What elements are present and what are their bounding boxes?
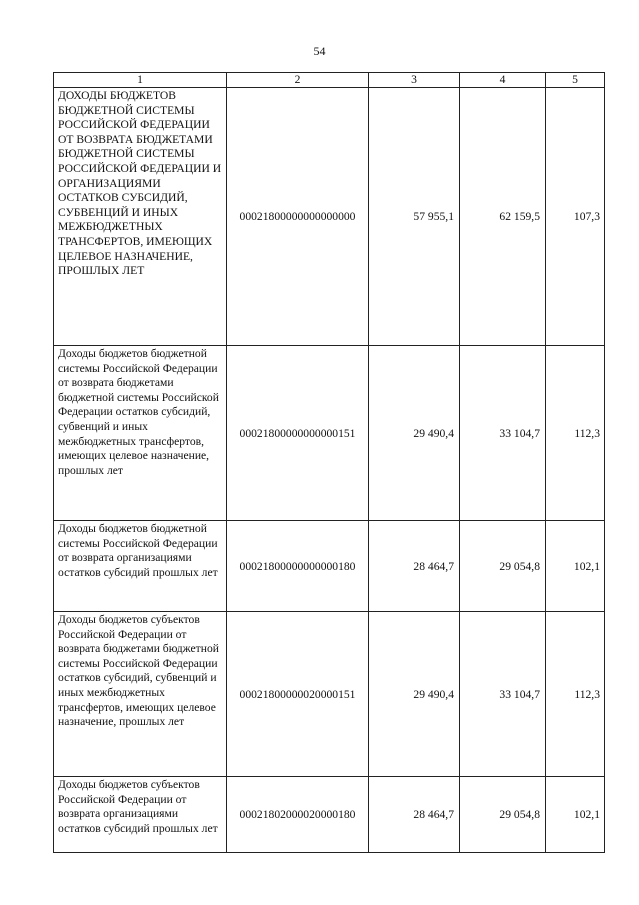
table-row xyxy=(54,612,605,777)
budget-code-cell: 00021800000000000151 xyxy=(227,346,369,521)
revenue-name-cell xyxy=(54,612,227,777)
revenue-name-cell xyxy=(54,346,227,521)
revenue-name: ДОХОДЫ БЮДЖЕТОВ БЮДЖЕТНОЙ СИСТЕМЫ РОССИЙСКОЙ ФЕДЕРАЦИИ ОТ ВОЗВРАТА БЮДЖЕТАМИ БЮДЖЕТНОЙ СИСТЕМЫ РОССИЙСКОЙ ФЕДЕРАЦИИ И ОРГАНИЗАЦИЯМИ ОСТАТКОВ СУБСИДИЙ, СУБВЕНЦИЙ И ИНЫХ МЕЖБЮДЖЕТНЫХ ТРАНСФЕРТОВ, ИМЕЮЩИХ ЦЕЛЕВОЕ НАЗНАЧЕНИЕ, ПРОШЛЫХ ЛЕТ xyxy=(58,89,222,278)
value-col4-cell: 33 104,7 xyxy=(460,612,546,777)
table-row xyxy=(54,521,605,612)
percent-cell: 112,3 xyxy=(546,612,605,777)
budget-code-cell: 00021802000020000180 xyxy=(227,777,369,853)
value-col3-cell: 28 464,7 xyxy=(369,777,460,853)
value-col4-cell: 33 104,7 xyxy=(460,346,546,521)
percent-cell: 112,3 xyxy=(546,346,605,521)
value-col4-cell: 62 159,5 xyxy=(460,88,546,346)
revenue-name: Доходы бюджетов субъектов Российской Федерации от возврата организациями остатков субсидий прошлых лет xyxy=(58,778,218,835)
value-col3-cell: 29 490,4 xyxy=(369,612,460,777)
column-header-2: 2 xyxy=(227,73,369,88)
value-col4-cell: 29 054,8 xyxy=(460,777,546,853)
table-header-row xyxy=(54,73,605,88)
revenue-name: Доходы бюджетов субъектов Российской Федерации от возврата бюджетами бюджетной системы Российской Федерации остатков субсидий, субвенций и иных межбюджетных трансфертов, имеющих целевое назначение, прошлых лет xyxy=(58,613,219,729)
budget-code-cell: 00021800000020000151 xyxy=(227,612,369,777)
column-header-1: 1 xyxy=(54,73,227,88)
budget-revenue-table xyxy=(53,72,605,853)
value-col4-cell: 29 054,8 xyxy=(460,521,546,612)
budget-code-cell: 00021800000000000000 xyxy=(227,88,369,346)
table-row xyxy=(54,346,605,521)
column-header-4: 4 xyxy=(460,73,546,88)
revenue-name-cell xyxy=(54,777,227,853)
revenue-name: Доходы бюджетов бюджетной системы Российской Федерации от возврата организациями остатков субсидий прошлых лет xyxy=(58,522,218,579)
page-number: 54 xyxy=(313,44,326,58)
revenue-name-cell xyxy=(54,88,227,346)
value-col3-cell: 29 490,4 xyxy=(369,346,460,521)
column-header-5: 5 xyxy=(546,73,605,88)
revenue-name-cell xyxy=(54,521,227,612)
percent-cell: 102,1 xyxy=(546,521,605,612)
value-col3-cell: 57 955,1 xyxy=(369,88,460,346)
percent-cell: 102,1 xyxy=(546,777,605,853)
percent-cell: 107,3 xyxy=(546,88,605,346)
table-row xyxy=(54,777,605,853)
column-header-3: 3 xyxy=(369,73,460,88)
budget-code-cell: 00021800000000000180 xyxy=(227,521,369,612)
value-col3-cell: 28 464,7 xyxy=(369,521,460,612)
table-row xyxy=(54,88,605,346)
revenue-name: Доходы бюджетов бюджетной системы Российской Федерации от возврата бюджетами бюджетной системы Российской Федерации остатков субсидий, субвенций и иных межбюджетных трансфертов, имеющих целевое назначение, прошлых лет xyxy=(58,347,219,477)
